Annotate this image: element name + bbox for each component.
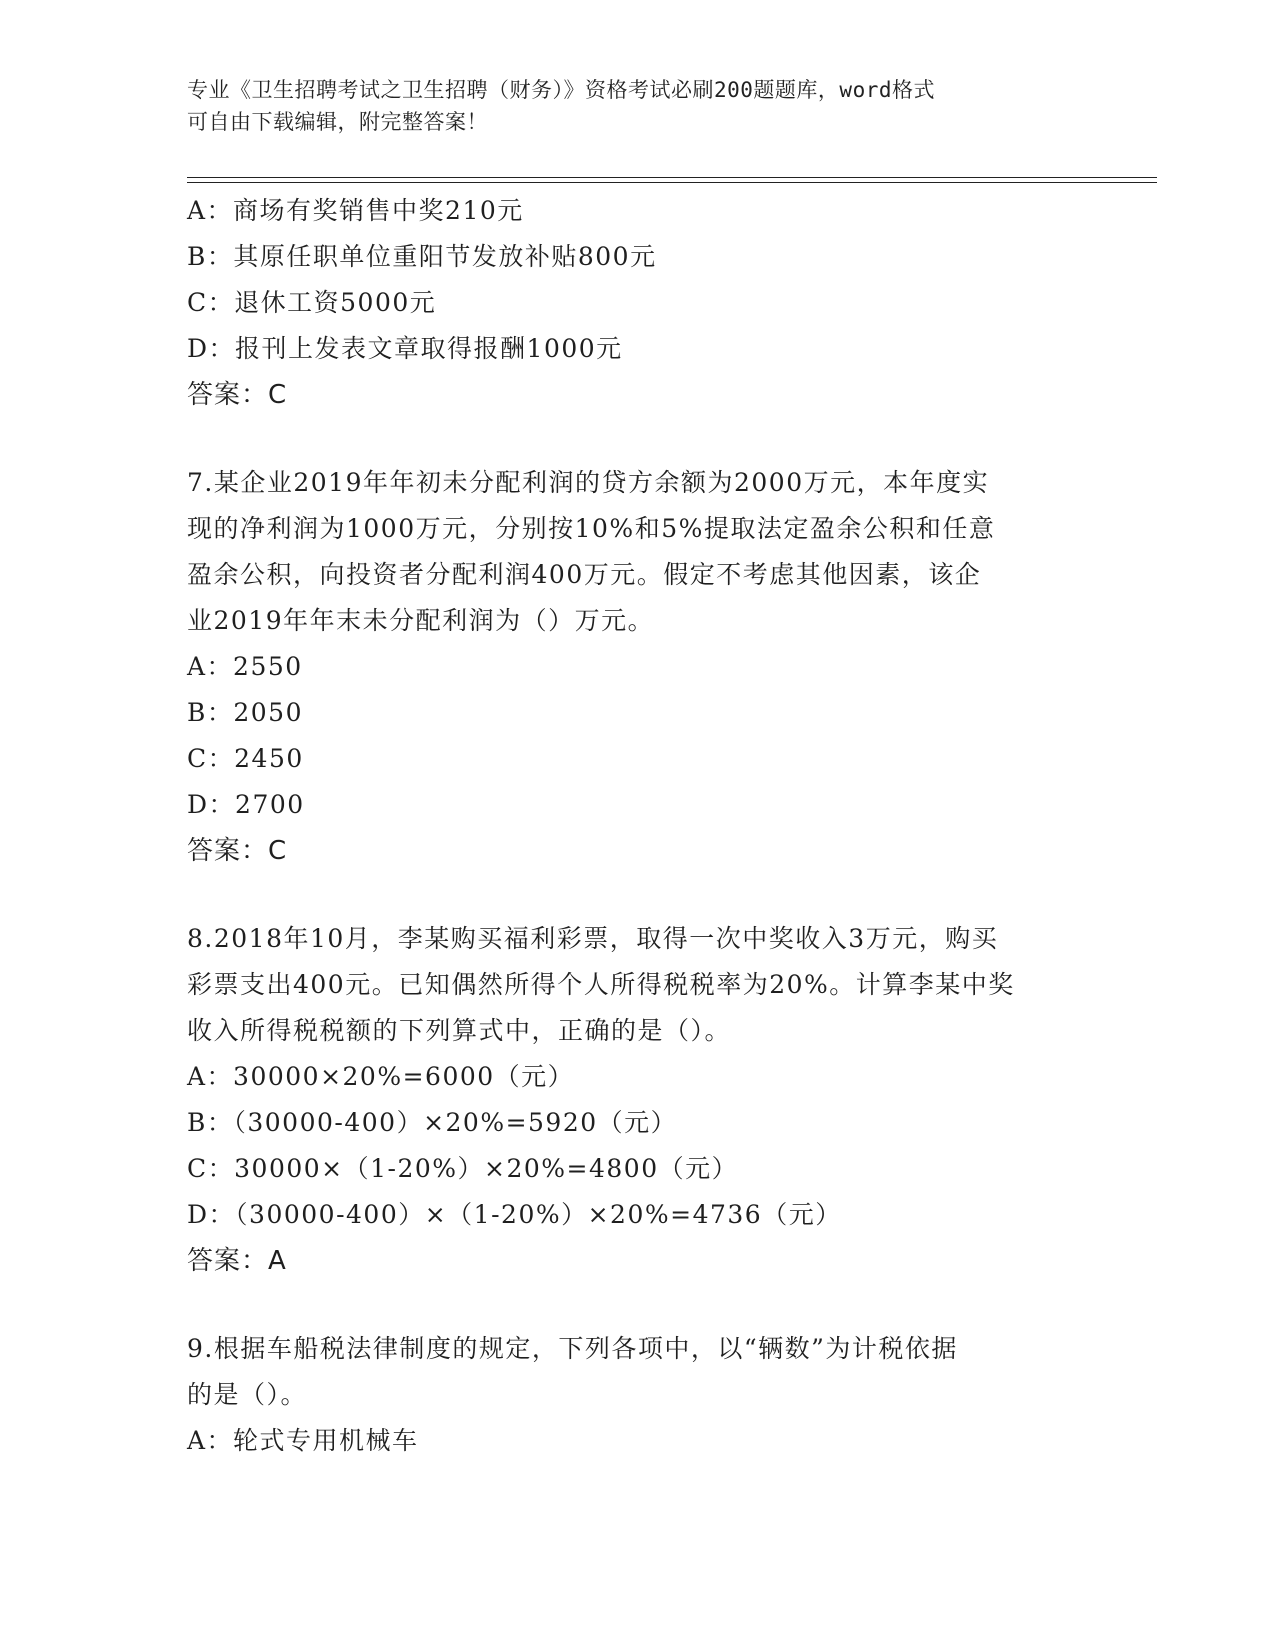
- answer-line: 答案：C: [187, 380, 288, 410]
- question-7: [187, 460, 1087, 874]
- header-rule-bottom: [187, 182, 1157, 183]
- document-header: [187, 74, 1067, 138]
- option-b: B：其原任职单位重阳节发放补贴800元: [187, 242, 657, 271]
- option-b: B：2050: [187, 698, 303, 727]
- question-stem-line: 9.根据车船税法律制度的规定，下列各项中，以“辆数”为计税依据: [187, 1334, 958, 1363]
- option-c: C：退休工资5000元: [187, 288, 437, 317]
- spacer: [187, 1284, 1087, 1326]
- answer-line: 答案：C: [187, 836, 288, 866]
- question-stem-line: 7.某企业2019年年初未分配利润的贷方余额为2000万元，本年度实: [187, 468, 990, 497]
- option-a: A：30000×20%=6000（元）: [187, 1062, 575, 1091]
- option-b: B：（30000-400）×20%=5920（元）: [187, 1108, 678, 1137]
- question-stem-line: 8.2018年10月，李某购买福利彩票，取得一次中奖收入3万元，购买: [187, 924, 999, 953]
- question-9: [187, 1326, 1087, 1464]
- question-stem-line: 的是（）。: [187, 1380, 308, 1409]
- option-d: D：报刊上发表文章取得报酬1000元: [187, 334, 623, 363]
- question-stem-line: 彩票支出400元。已知偶然所得个人所得税税率为20%。计算李某中奖: [187, 970, 1015, 999]
- option-c: C：30000×（1-20%）×20%=4800（元）: [187, 1154, 739, 1183]
- option-a: A：商场有奖销售中奖210元: [187, 196, 524, 225]
- header-rule-top: [187, 177, 1157, 178]
- option-a: A：轮式专用机械车: [187, 1426, 419, 1455]
- option-d: D：2700: [187, 790, 305, 819]
- question-stem-line: 盈余公积，向投资者分配利润400万元。假定不考虑其他因素，该企: [187, 560, 982, 589]
- spacer: [187, 418, 1087, 460]
- question-8: [187, 916, 1087, 1284]
- option-c: C：2450: [187, 744, 304, 773]
- question-stem-line: 收入所得税税额的下列算式中，正确的是（）。: [187, 1016, 732, 1045]
- header-line-1: 专业《卫生招聘考试之卫生招聘（财务）》资格考试必刷200题题库，word格式: [187, 78, 935, 102]
- option-d: D：（30000-400）×（1-20%）×20%=4736（元）: [187, 1200, 842, 1229]
- header-line-2: 可自由下载编辑，附完整答案！: [187, 110, 488, 134]
- spacer: [187, 874, 1087, 916]
- question-content: [187, 188, 1087, 1464]
- question-stem-line: 业2019年年末未分配利润为（）万元。: [187, 606, 655, 635]
- question-6-tail: [187, 188, 1087, 418]
- answer-line: 答案：A: [187, 1246, 287, 1276]
- option-a: A：2550: [187, 652, 303, 681]
- question-stem-line: 现的净利润为1000万元，分别按10%和5%提取法定盈余公积和任意: [187, 514, 996, 543]
